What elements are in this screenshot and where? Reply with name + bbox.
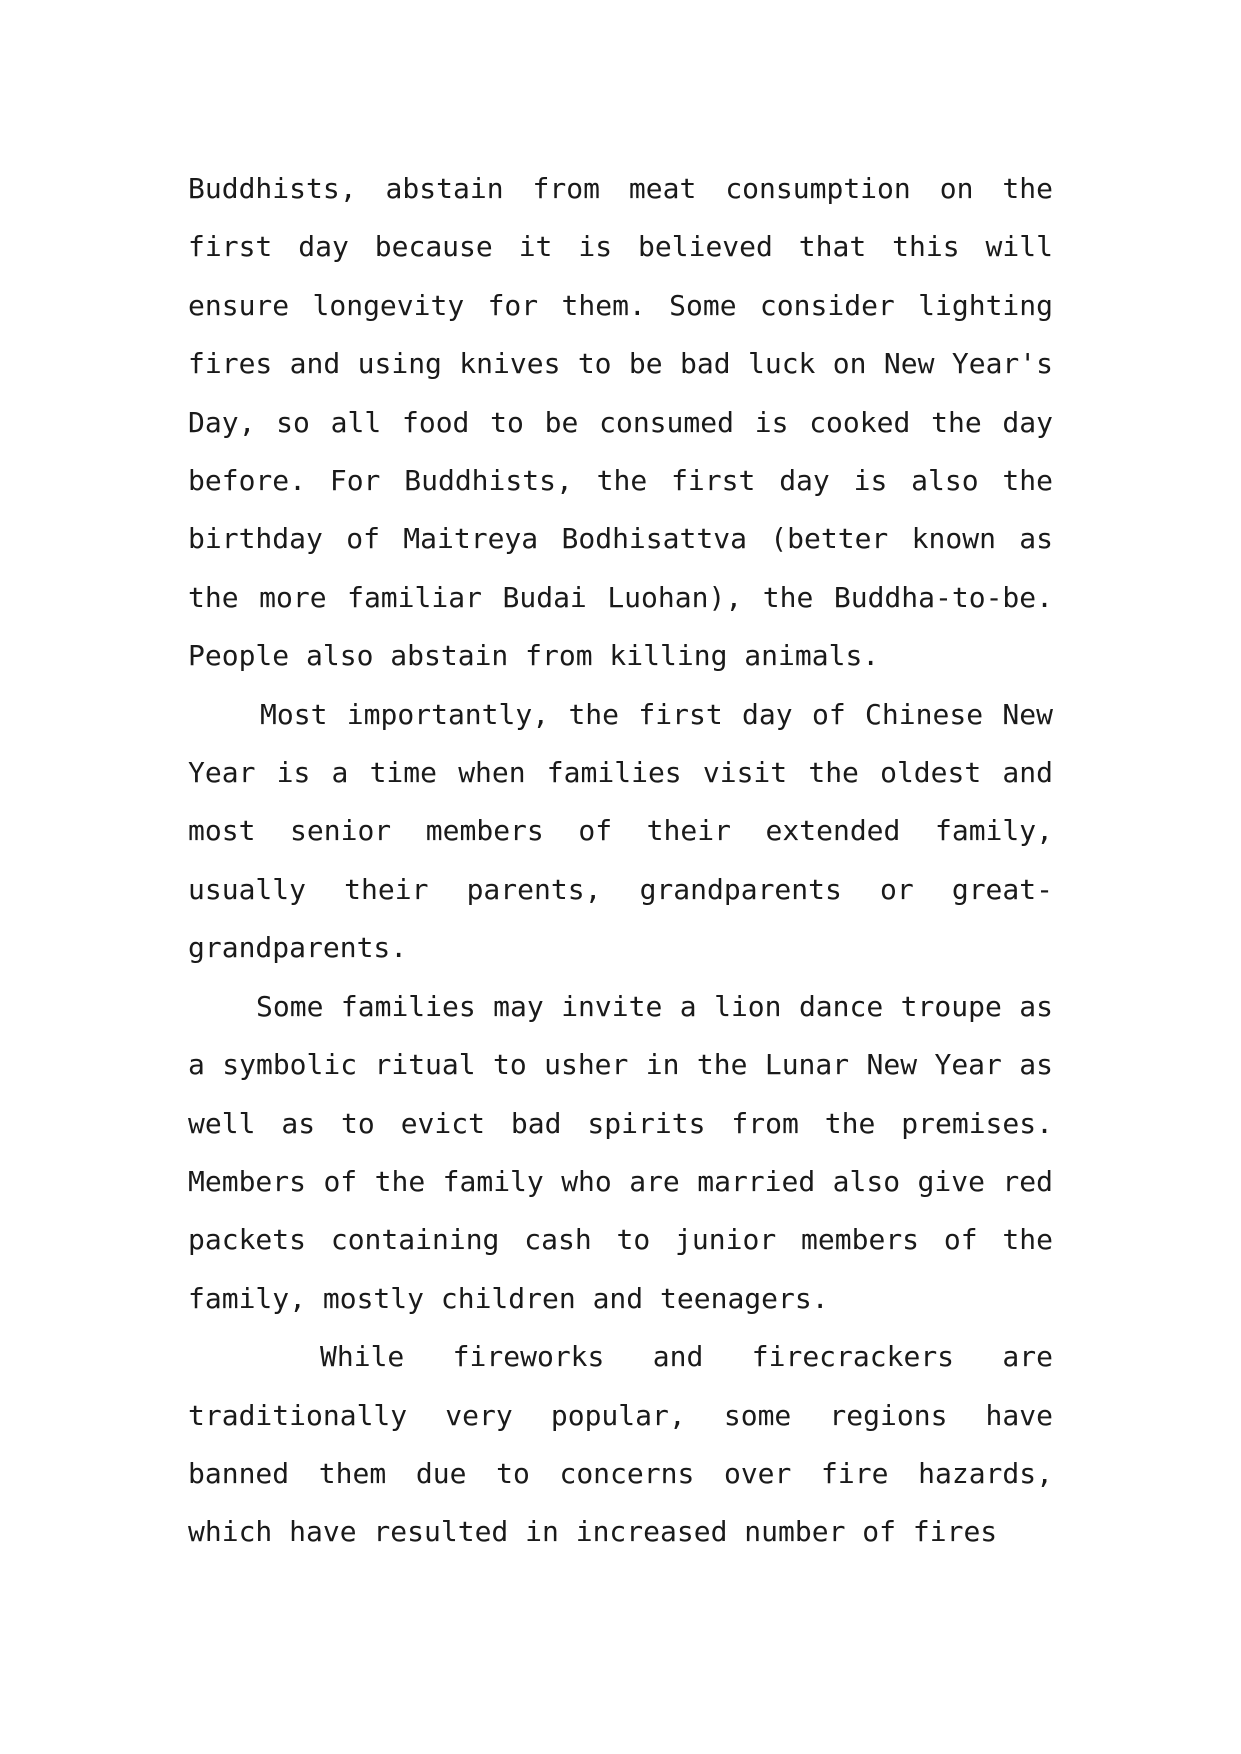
paragraph-family-visits: Most importantly, the first day of Chinese New Year is a time when families visit the oldest and most senior members of their extended family, usually their parents, grandparents or great-grandparents. <box>188 697 1053 965</box>
paragraph-lion-dance: Some families may invite a lion dance troupe as a symbolic ritual to usher in the Lunar New Year as well as to evict bad spirits from the premises. Members of the family who are married also give red packets containing cash to junior members of the family, mostly children and teenagers. <box>188 989 1053 1315</box>
body-text <box>188 160 1053 1562</box>
paragraph-fireworks: While fireworks and firecrackers are traditionally very popular, some regions have banned them due to concerns over fire hazards, which have resulted in increased number of fires <box>188 1340 1053 1549</box>
paragraph-buddhists: Buddhists, abstain from meat consumption on the first day because it is believed that this will ensure longevity for them. Some consider lighting fires and using knives to be bad luck on New Year's Day, so all food to be consumed is cooked the day before. For Buddhists, the first day is also the birthday of Maitreya Bodhisattva (better known as the more familiar Budai Luohan), the Buddha-to-be. People also abstain from killing animals. <box>188 172 1053 673</box>
